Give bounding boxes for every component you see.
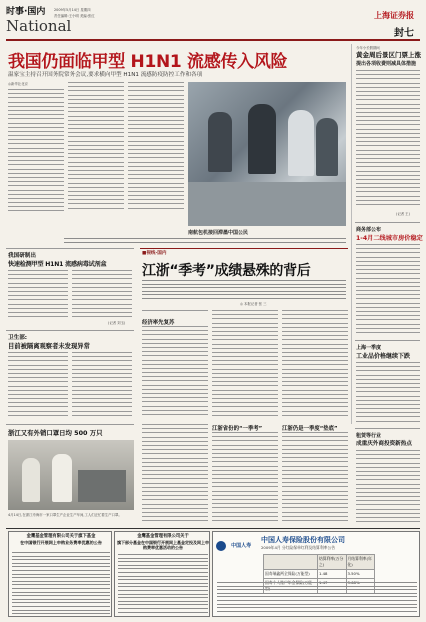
table-cell: 3.50% bbox=[346, 570, 375, 578]
section-title-english: National bbox=[6, 17, 72, 35]
right-low-headline2: 成重庆外商投资新热点 bbox=[356, 441, 412, 447]
ad-1-title: 金鹰基金管理有限公司关于旗下基金 bbox=[26, 534, 96, 539]
photo-figure bbox=[52, 454, 72, 502]
center-headline: 江浙“季考”成绩悬殊的背后 bbox=[142, 263, 311, 279]
ad-3-company: 中国人寿保险股份有限公司 bbox=[261, 536, 345, 544]
left-mid2-headline: 目前被隔离观察者未发现异常 bbox=[8, 343, 90, 350]
section-title: 时事·国内 bbox=[6, 7, 46, 17]
ad-3 bbox=[212, 531, 420, 617]
table-header-cell bbox=[264, 555, 317, 569]
right-top-body bbox=[356, 70, 420, 210]
center-body-col2 bbox=[212, 310, 278, 420]
date-line: 2009年5月14日 星期四 bbox=[54, 8, 91, 12]
ad-3-subtitle: 2009年4月 分红险保单红利及结算利率公告 bbox=[261, 545, 336, 550]
left-mid2-body-col1 bbox=[8, 352, 68, 420]
photo-figure bbox=[208, 112, 232, 172]
right-mid2-headline1: 上海一季度 bbox=[356, 345, 382, 351]
left-mid-body-col2 bbox=[72, 270, 132, 320]
center-intro bbox=[142, 280, 346, 302]
masthead bbox=[6, 4, 420, 42]
right-mid-headline1: 商务部公布 bbox=[356, 227, 382, 233]
table-header-cell: 结算利率(万分之) bbox=[317, 555, 346, 569]
page-label: 封七 bbox=[394, 28, 414, 39]
ad-2-title: 金鹰基金管理有限公司关于 bbox=[137, 534, 189, 539]
center-body-col3 bbox=[282, 310, 348, 420]
center-body-col2b bbox=[212, 432, 278, 526]
ad-1 bbox=[8, 531, 112, 617]
divider bbox=[355, 428, 420, 429]
photo-machine bbox=[78, 470, 126, 502]
right-top-sign: (记者 王) bbox=[396, 212, 410, 216]
ad-3-table-header bbox=[263, 554, 375, 570]
center-body-col1b bbox=[142, 326, 208, 420]
lead-photo bbox=[188, 82, 346, 226]
ad-3-logo-text: 中国人寿 bbox=[231, 543, 252, 549]
table-header-cell: 月结算利率(年化) bbox=[346, 555, 375, 569]
table-row bbox=[263, 570, 375, 579]
ad-3-logo bbox=[216, 535, 256, 547]
editor-line: 责任编辑:王小明 美编:张红 bbox=[54, 14, 95, 18]
photo-figure bbox=[288, 110, 314, 176]
divider bbox=[6, 248, 134, 249]
right-top-kicker: 今年小长假期间 bbox=[356, 46, 380, 50]
right-column-divider bbox=[351, 44, 352, 424]
center-subhead3: 江浙仍是一季度“垫底” bbox=[282, 426, 338, 432]
table-cell: 1.48 bbox=[317, 570, 346, 578]
masthead-rule bbox=[6, 39, 420, 41]
ad-2-subtitle: 旗下部分基金在中国银行开展网上基金定投及网上申购费率优惠活动的公告 bbox=[117, 540, 209, 550]
lead-photo-caption: 南航包机接回滞墨中国公民 bbox=[188, 230, 249, 236]
right-mid2-body bbox=[356, 362, 420, 426]
left-mid-kicker: 我国研制出 bbox=[8, 253, 36, 259]
divider bbox=[6, 424, 134, 425]
table-cell: 国寿瑞鑫两全保险(万能型) bbox=[265, 571, 310, 576]
paper-name: 上海证券报 bbox=[374, 10, 414, 20]
lead-headline: 我国仍面临甲型 H1N1 流感传入风险 bbox=[8, 52, 288, 72]
center-subhead1: 经济率先复苏 bbox=[142, 320, 175, 326]
ad-3-body bbox=[217, 582, 417, 614]
center-byline: ◎ 本报记者 张 三 bbox=[240, 302, 267, 306]
divider bbox=[140, 248, 348, 249]
left-mid-headline: 快速检测甲型 H1N1 流感病毒试剂盒 bbox=[8, 261, 107, 268]
right-low-headline1: 租赁等行业 bbox=[356, 433, 382, 439]
lead-body-col2 bbox=[68, 82, 124, 215]
center-body-col1 bbox=[142, 310, 208, 316]
right-mid-headline2: 1-4月二线城市房价稳定 bbox=[356, 235, 423, 242]
factory-photo bbox=[8, 440, 134, 510]
lead-body-col1 bbox=[8, 89, 64, 215]
photo-floor bbox=[188, 182, 346, 226]
photo-figure bbox=[248, 104, 276, 174]
divider bbox=[6, 330, 134, 331]
center-body-col1c bbox=[142, 424, 208, 526]
left-mid2-kicker: 卫生部: bbox=[8, 335, 28, 341]
ad-1-subtitle: 在中国银行开展网上申购业务费率优惠的公告 bbox=[20, 540, 102, 545]
ad-1-body bbox=[12, 552, 110, 614]
left-mid-body-col1 bbox=[8, 270, 68, 320]
left-mid2-body-col2 bbox=[72, 352, 132, 420]
left-low-headline: 浙江又有外销口罩日均 500 万只 bbox=[8, 429, 103, 437]
right-top-subhead: 提出各项收费则减具体措施 bbox=[356, 61, 417, 67]
ad-2-body bbox=[118, 554, 208, 614]
lead-caption-text bbox=[64, 238, 346, 244]
right-mid2-headline2: 工业品价格继续下跌 bbox=[356, 353, 411, 360]
divider bbox=[355, 340, 420, 341]
right-mid-body bbox=[356, 244, 420, 336]
logo-mark-icon bbox=[216, 541, 226, 551]
photo-figure bbox=[316, 118, 338, 176]
center-section-label: ■视线·国内 bbox=[142, 251, 167, 256]
divider bbox=[355, 222, 420, 223]
left-mid-sign: (记者 刘玉) bbox=[108, 321, 126, 325]
factory-photo-caption: 4月14日,在浙江舟海市一家口罩生产企业生产车间,工人们正忙着生产口罩。 bbox=[8, 513, 122, 517]
right-low-body bbox=[356, 450, 420, 528]
center-body-col3b bbox=[282, 432, 348, 526]
lead-subhead: 温家宝主持召开国务院常务会议,要求横向甲型 H1N1 流感防疫防控工作和各项 bbox=[8, 72, 203, 78]
right-top-headline: 黄金周后景区门票上涨 bbox=[356, 51, 421, 59]
ad-2 bbox=[114, 531, 210, 617]
photo-figure bbox=[22, 458, 40, 502]
lead-body-col3 bbox=[128, 82, 184, 215]
ads-divider bbox=[6, 528, 420, 529]
lead-byline: ◎新华社北京 bbox=[8, 82, 28, 86]
center-subhead2: 江浙省份的“一季考” bbox=[212, 426, 263, 432]
